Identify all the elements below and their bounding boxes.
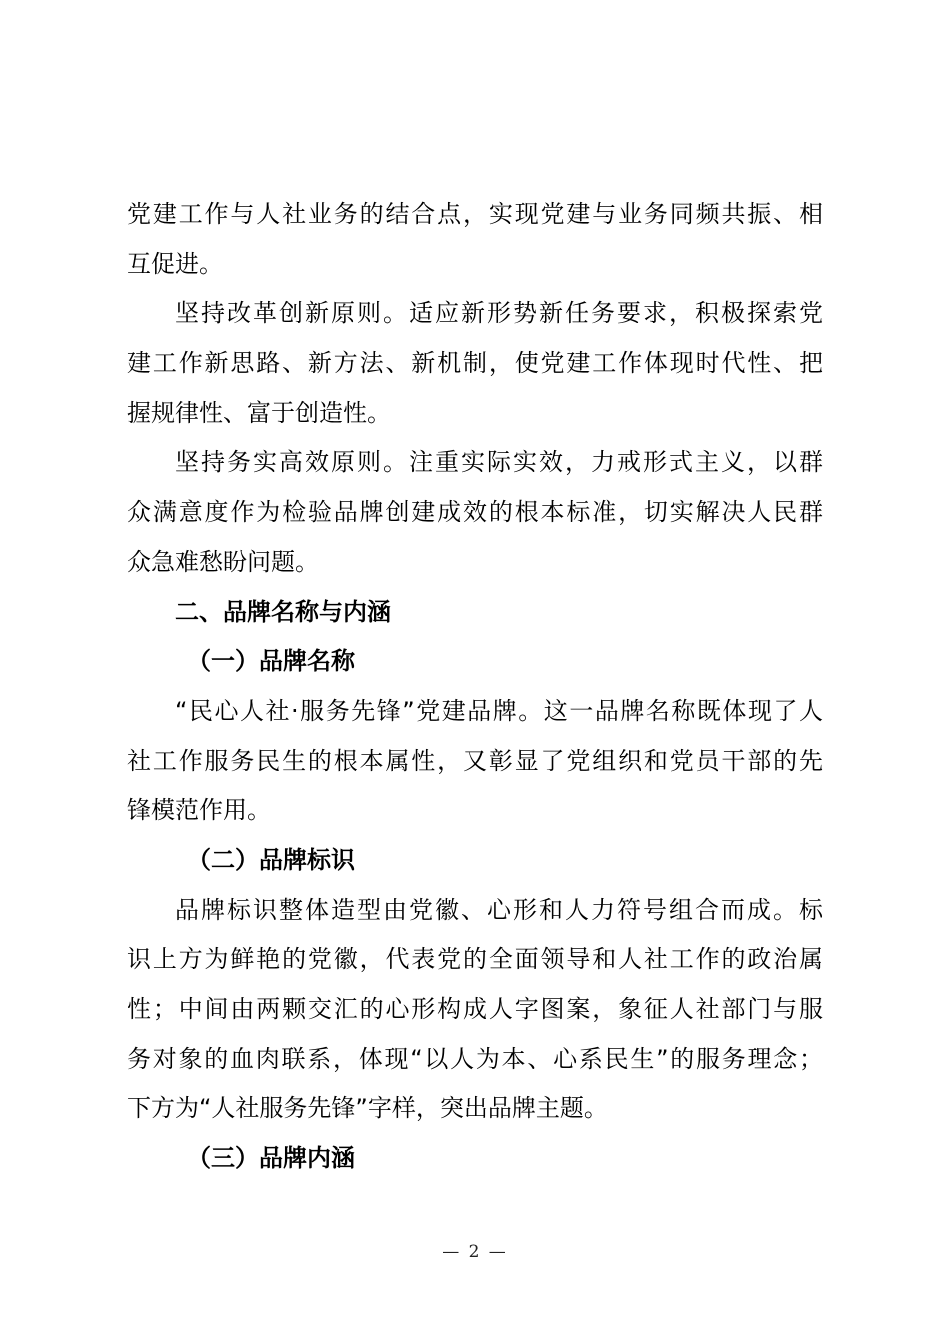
text-line: 握规律性、富于创造性。 (127, 398, 391, 427)
text-line: 坚持务实高效原则。注重实际实效，力戒形式主义，以群 (175, 448, 823, 477)
paragraph (127, 687, 823, 836)
text-line: 党建工作与人社业务的结合点，实现党建与业务同频共振、相 (127, 200, 823, 228)
text-line: 识上方为鲜艳的党徽，代表党的全面领导和人社工作的政治属 (127, 945, 823, 974)
text-line: 品牌标识整体造型由党徽、心形和人力符号组合而成。标 (175, 895, 823, 924)
document-body (127, 190, 823, 1184)
text-line: “民心人社·服务先锋”党建品牌。这一品牌名称既体现了人 (175, 696, 823, 725)
text-line: 众满意度作为检验品牌创建成效的根本标准，切实解决人民群 (127, 498, 823, 527)
subsection-heading: （三）品牌内涵 (187, 1144, 355, 1173)
text-line: 下方为“人社服务先锋”字样，突出品牌主题。 (127, 1094, 608, 1123)
text-line: 互促进。 (127, 249, 223, 278)
subsection-heading: （二）品牌标识 (187, 845, 355, 874)
section-heading: 二、品牌名称与内涵 (175, 597, 391, 626)
text-line: 性；中间由两颗交汇的心形构成人字图案，象征人社部门与服 (127, 995, 823, 1023)
subsection-heading: （一）品牌名称 (187, 647, 355, 676)
text-line: 坚持改革创新原则。适应新形势新任务要求，积极探索党 (175, 299, 823, 328)
paragraph (127, 886, 823, 1134)
text-line: 建工作新思路、新方法、新机制，使党建工作体现时代性、把 (127, 349, 823, 378)
paragraph (127, 190, 823, 289)
text-line: 锋模范作用。 (127, 796, 271, 825)
paragraph (127, 289, 823, 438)
text-line: 社工作服务民生的根本属性，又彰显了党组织和党员干部的先 (127, 746, 823, 775)
paragraph (127, 438, 823, 587)
text-line: 众急难愁盼问题。 (127, 547, 319, 576)
page-number: — 2 — (442, 1242, 508, 1262)
text-line: 务对象的血肉联系，体现“以人为本、心系民生”的服务理念； (127, 1044, 823, 1073)
